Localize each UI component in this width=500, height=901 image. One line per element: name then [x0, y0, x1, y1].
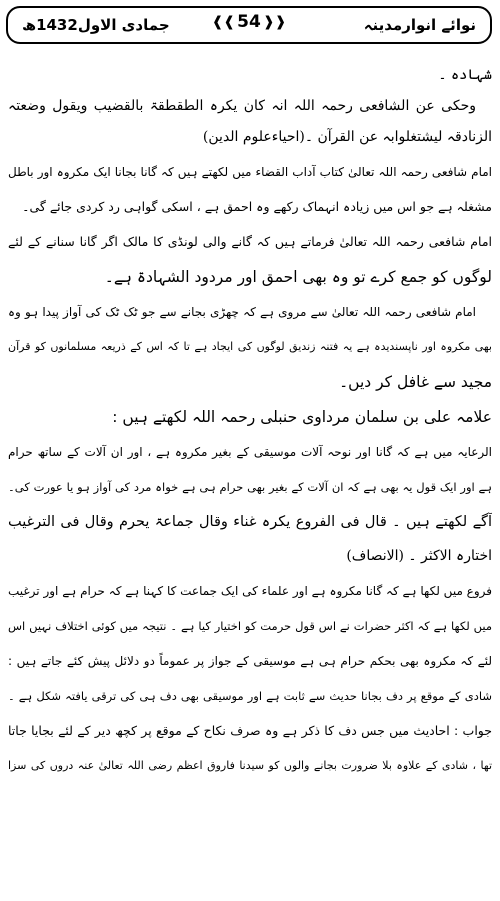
text-line: شہادہ ۔ [438, 67, 492, 83]
text-line: الرعایہ میں ہے کہ گانا اور نوحہ آلات موسیقی کے بغیر مکروہ ہے ، اور ان آلات کے ساتھ حرام [8, 445, 492, 459]
ornament-left-icon: ❰❰ [211, 14, 236, 30]
text-line: امام شافعی رحمہ اللہ تعالیٰ سے مروی ہے کہ چھڑی بجانے سے جو ٹک ٹک کی آواز پیدا ہو وہ [8, 305, 476, 319]
text-line: ہے اور ایک قول یہ بھی ہے کہ ان آلات کے بغیر بھی حرام ہی ہے خواہ مرد کی آواز ہو یا عورت کی۔ [8, 480, 492, 494]
text-line: بھی مکروہ اور ناپسندیدہ ہے یہ فتنہ زندیق لوگوں کی ایجاد ہے تا کہ اس کے ذریعہ مسلمانوں کو قرآن [8, 340, 492, 353]
text-line: لوگوں کو جمع کرے تو وہ بھی احمق اور مردود الشہادۃ ہے۔ [104, 268, 492, 286]
text-line: تھا ، شادی کے علاوہ بلا ضرورت بجانے والوں کو سیدنا فاروق اعظم رضی اللہ تعالیٰ عنہ دروں کی سزا [8, 759, 492, 772]
text-line: میں لکھا ہے کہ اکثر حضرات نے اس قول حرمت کو اختیار کیا ہے ۔ نتیجہ میں کوئی اختلاف نہیں اس [8, 619, 492, 633]
text-line: مشغلہ ہے جو اس میں زیادہ انہماک رکھے وہ احمق ہے ، اسکی گواہی رد کردی جائے گی۔ [22, 199, 492, 214]
text-line: فروع میں لکھا ہے کہ گانا مکروہ ہے اور علماء کی ایک جماعت کا کہنا ہے کہ حرام ہے اور ترغیب [8, 584, 492, 598]
text-line: جواب : احادیث میں جس دف کا ذکر ہے وہ صرف نکاح کے موقع پر کچھ دیر کے لئے بجایا جاتا [8, 723, 492, 738]
page-number-box [212, 12, 287, 32]
text-line: شادی کے موقع پر دف بجانا حدیث سے ثابت ہے اور موسیقی بھی دف ہی کی ترقی یافتہ شکل ہے ۔ [8, 689, 492, 703]
text-line: اختارہ الاکثر ۔ (الانصاف) [346, 548, 492, 564]
text-line: الزنادقہ لیشتغلوابہ عن القرآن ۔(احیاءعلوم الدین) [202, 129, 492, 145]
page-header [6, 6, 492, 44]
issue-date: جمادی الاول1432ھ [22, 16, 170, 34]
text-line: مجید سے غافل کر دیں۔ [339, 373, 492, 391]
ornament-right-icon: ❱❱ [262, 14, 287, 30]
text-line: امام شافعی رحمہ اللہ تعالیٰ کتاب آداب القضاء میں لکھتے ہیں کہ گانا بجانا ایک مکروہ اور باطل [8, 165, 492, 179]
page-number: 54 [237, 12, 261, 32]
text-line: لئے کہ مکروہ بھی بحکم حرام ہی ہے موسیقی کے جواز پر عموماً دو دلائل پیش کئے جاتے ہیں : [8, 654, 492, 668]
text-line: امام شافعی رحمہ اللہ تعالیٰ فرماتے ہیں کہ گانے والی لونڈی کا مالک اگر گانا سنانے کے لئے [8, 234, 492, 249]
text-line: وحکی عن الشافعی رحمہ اللہ انہ کان یکرہ الطقطقۃ بالقضیب ویقول وضعتہ [8, 98, 476, 114]
magazine-title: نوائے انوارمدینہ [363, 16, 476, 34]
text-line: آگے لکھتے ہیں ۔ قال فی الفروع یکرہ غناء وقال جماعۃ یحرم وقال فی الترغیب [8, 514, 492, 530]
text-line: علامہ علی بن سلمان مرداوی حنبلی رحمہ اللہ لکھتے ہیں : [112, 408, 492, 426]
